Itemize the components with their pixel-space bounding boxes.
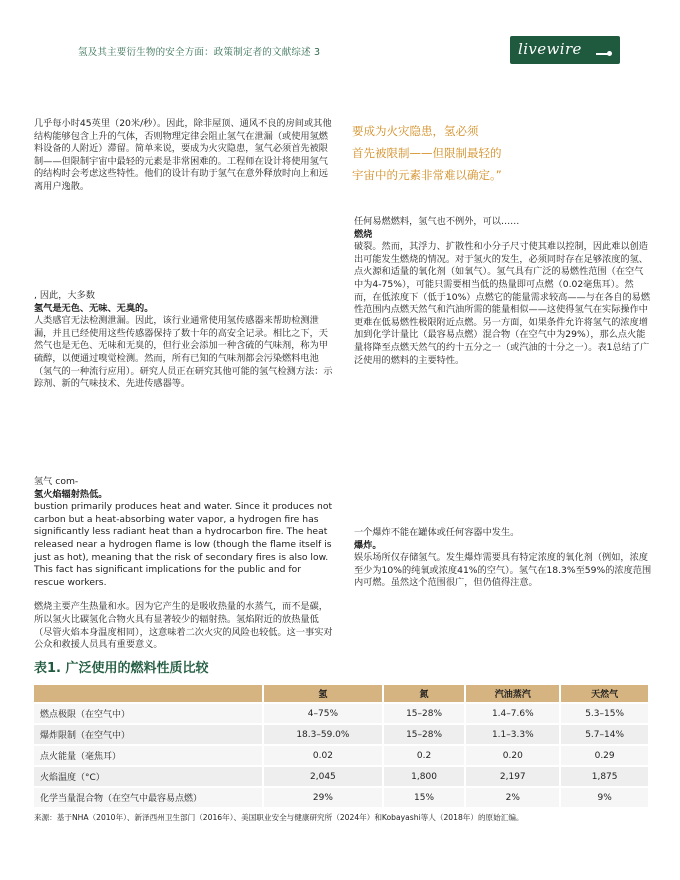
col1-section-smell xyxy=(34,290,334,391)
col1-section-radiant xyxy=(34,476,334,652)
col2-heading-explosion: 爆炸。 xyxy=(354,539,382,551)
table-heading: 表1. 广泛使用的燃料性质比较 xyxy=(34,661,209,676)
table-cell: 15–28% xyxy=(383,703,466,724)
table-cell: 2,045 xyxy=(263,766,383,787)
table-cell: 0.02 xyxy=(263,745,383,766)
col2-section-combustion xyxy=(354,216,652,367)
table-cell: 2,197 xyxy=(465,766,560,787)
table-header-nitrogen: 氮 xyxy=(383,685,466,703)
table-header-gasoline: 汽油蒸汽 xyxy=(465,685,560,703)
col1-heading-radiant-heat: 氢火焰辐射热低。 xyxy=(34,488,108,500)
table-cell: 1,875 xyxy=(560,766,649,787)
pull-quote xyxy=(352,120,642,186)
table-cell: 15–28% xyxy=(383,724,466,745)
pull-quote-line-2: 首先被限制——但限制最轻的 xyxy=(352,146,502,160)
table-row-label: 化学当量混合物（在空气中最容易点燃） xyxy=(34,787,263,807)
table-header-hydrogen: 氢 xyxy=(263,685,383,703)
table-source-note: 来源：基于NHA（2010年）、新泽西州卫生部门（2016年）、美国职业安全与健康研究所（2024年）和Kobayashi等人（2018年）的原始汇编。 xyxy=(34,813,524,822)
col1-para1: 几乎每小时45英里（20米/秒）。因此，除非屋顶、通风不良的房间或其他结构能够包含上升的气体，否则物理定律会阻止氢气在泄漏（或使用氢燃料设备的人附近）滞留。简单来说，要成为火灾隐患，氢气必须首先被限制——但限制宇宙中最轻的元素是非常困难的。工程师在设计将使用氢气的结构时会考虑这些特性。他们的设计有助于氢气在意外释放时向上和远离用户逸散。 xyxy=(34,118,332,192)
col1-para2: 人类感官无法检测泄漏。因此，该行业通常使用氢传感器来帮助检测泄漏，并且已经使用这些传感器保持了数十年的高安全记录。相比之下，天然气也是无色、无味和无臭的，但行业会添加一种含硫的气味剂，称为甲硫醇，以便通过嗅觉检测。然而，所有已知的气味剂都会污染燃料电池（氢气的一种流行应用）。研究人员正在研究其他可能的氢气检测方法：示踪剂、新的气味技术、先进传感器等。 xyxy=(34,315,333,390)
col2-intro: 任何易燃燃料，氢气也不例外，可以…… xyxy=(354,216,520,227)
col2-intro2: 一个爆炸不能在罐体或任何容器中发生。 xyxy=(354,527,520,538)
pull-quote-line-3: 宇宙中的元素非常难以确定。” xyxy=(352,168,502,182)
col2-para2: 娱乐场所仅存储氢气。发生爆炸需要具有特定浓度的氧化剂（例如，浓度至少为10%的纯氧或浓度41%的空气）。氢气在18.3%至59%的浓度范围内可燃。虽然这个范围很广，但仍值得注意。 xyxy=(354,552,652,589)
fuel-properties-table xyxy=(34,685,650,807)
logo-text: livewire xyxy=(518,40,582,58)
table-row xyxy=(34,787,649,807)
col2-para1: 破裂。然而，其浮力、扩散性和小分子尺寸使其难以控制，因此难以创造出可能发生燃烧的情况。对于氢火的发生，必须同时存在足够浓度的氢、点火源和适量的氧化剂（如氧气）。氢气具有广泛的易燃性范围（在空气中为4-75%），可能只需要相当低的热量即可点燃（0.02毫焦耳）。然而，在低浓度下（低于10%）点燃它的能量需求较高——与在各自的易燃性范围内点燃天然气和汽油所需的能量相似——这使得氢气在实际操作中更难在低易燃性极限附近点燃。另一方面，如果条件允许将氢气的浓度增加到化学计量比（最容易点燃）混合物（在空气中为29%），那么点火能量将降至点燃天然气的约十五分之一（或汽油的十分之一）。表1总结了广泛使用的燃料的主要特性。 xyxy=(354,241,651,366)
table-row xyxy=(34,724,649,745)
table-row xyxy=(34,766,649,787)
col2-heading-combustion: 燃烧 xyxy=(354,228,373,240)
table-cell: 29% xyxy=(263,787,383,807)
plug-icon xyxy=(607,51,612,56)
table-row xyxy=(34,703,649,724)
table-cell: 0.2 xyxy=(383,745,466,766)
table-row-label: 点火能量（毫焦耳） xyxy=(34,745,263,766)
table-row xyxy=(34,745,649,766)
col2-section-explosion xyxy=(354,527,652,590)
table-row-label: 燃点极限（在空气中） xyxy=(34,703,263,724)
col1-para3: 燃烧主要产生热量和水。因为它产生的是吸收热量的水蒸气，而不是碳，所以氢火比碳氢化合物火具有显著较少的辐射热。氢焰附近的放热量低（尽管火焰本身温度相同），这意味着二次火灾的风险也较低。这一事实对公众和救援人员具有重要意义。 xyxy=(34,601,333,651)
table-cell: 15% xyxy=(383,787,466,807)
table-header-blank xyxy=(34,685,263,703)
table-cell: 5.3–15% xyxy=(560,703,649,724)
table-cell: 0.20 xyxy=(465,745,560,766)
running-header: 氢及其主要衍生物的安全方面：政策制定者的文献综述 3 xyxy=(78,47,321,58)
table-cell: 4–75% xyxy=(263,703,383,724)
table-cell: 1.4–7.6% xyxy=(465,703,560,724)
table-row-label: 火焰温度（°C） xyxy=(34,766,263,787)
livewire-logo xyxy=(510,36,620,64)
table-cell: 5.7–14% xyxy=(560,724,649,745)
col1-fragment1: , 因此，大多数 xyxy=(34,290,95,301)
table-cell: 0.29 xyxy=(560,745,649,766)
table-cell: 18.3–59.0% xyxy=(263,724,383,745)
table-cell: 1,800 xyxy=(383,766,466,787)
table-header-natural-gas: 天然气 xyxy=(560,685,649,703)
table-header-row xyxy=(34,685,649,703)
table-cell: 1.1–3.3% xyxy=(465,724,560,745)
table-cell: 2% xyxy=(465,787,560,807)
table-cell: 9% xyxy=(560,787,649,807)
col1-english-para: bustion primarily produces heat and water. Since it produces not carbon but a heat-absorbing water vapor, a hydrogen fire has significantly less radiant heat than a hydrocarbon fire. The heat released near a hydrogen flame is low (though the flame itself is just as hot), meaning that the risk of secondary fires is also low. This fact has significant implications for the public and for rescue workers. xyxy=(34,501,333,588)
table-row-label: 爆炸限制（在空气中） xyxy=(34,724,263,745)
col1-fragment2: 氢气 com- xyxy=(34,476,79,487)
col1-heading-colorless: 氢气是无色、无味、无臭的。 xyxy=(34,302,154,314)
pull-quote-line-1: 要成为火灾隐患，氢必须 xyxy=(352,124,479,138)
